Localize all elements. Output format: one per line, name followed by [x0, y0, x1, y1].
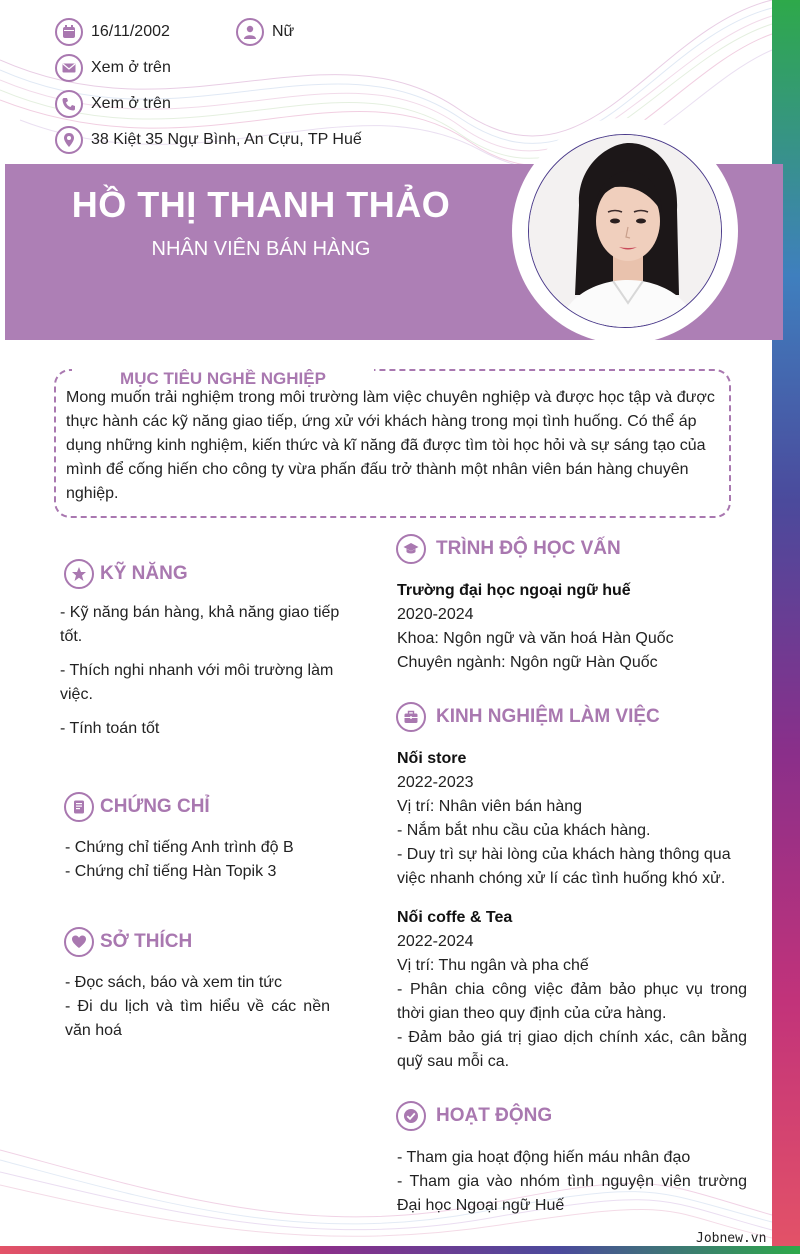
candidate-name: HỒ THỊ THANH THẢO: [71, 184, 451, 225]
certificates-section-title: [64, 792, 210, 822]
job-role: Vị trí: Thu ngân và pha chế: [397, 957, 589, 974]
skills-section-title: [64, 559, 188, 589]
activities-title: HOẠT ĐỘNG: [436, 1105, 553, 1126]
star-icon: [64, 559, 94, 589]
skill-item: - Tính toán tốt: [60, 720, 160, 737]
job-company: Nối store: [397, 750, 467, 767]
certificate-item: - Chứng chỉ tiếng Hàn Topik 3: [65, 863, 277, 880]
contact-address: [55, 126, 362, 154]
job-duty: - Nắm bắt nhu cầu của khách hàng.: [397, 822, 651, 839]
person-icon: [236, 18, 264, 46]
hobby-item: - Đi du lịch và tìm hiểu về các nền văn hoá: [65, 998, 330, 1039]
job-duty: - Phân chia công việc đảm bảo phục vụ trong thời gian theo quy định của cửa hàng.: [397, 981, 747, 1022]
education-years: 2020-2024: [397, 606, 474, 623]
job-years: 2022-2024: [397, 933, 474, 950]
hobbies-section-title: [64, 927, 192, 957]
check-icon: [396, 1101, 426, 1131]
job-duty: - Đảm bảo giá trị giao dịch chính xác, cân bằng quỹ sau mỗi ca.: [397, 1029, 747, 1070]
skill-item: - Kỹ năng bán hàng, khả năng giao tiếp tốt.: [60, 604, 340, 645]
mail-icon: [55, 54, 83, 82]
email-text: Xem ở trên: [91, 59, 171, 76]
hobbies-title: SỞ THÍCH: [100, 931, 193, 952]
bottom-color-stripe: [0, 1246, 800, 1254]
job-role: Vị trí: Nhân viên bán hàng: [397, 798, 583, 815]
phone-text: Xem ở trên: [91, 95, 171, 112]
contact-phone: [55, 90, 171, 118]
contact-email: [55, 54, 171, 82]
education-major: Chuyên ngành: Ngôn ngữ Hàn Quốc: [397, 654, 658, 671]
experience-title: KINH NGHIỆM LÀM VIỆC: [436, 706, 660, 727]
skills-title: KỸ NĂNG: [100, 563, 188, 584]
heart-icon: [64, 927, 94, 957]
address-text: 38 Kiệt 35 Ngự Bình, An Cựu, TP Huế: [91, 131, 362, 148]
objective-title: MỤC TIÊU NGHỀ NGHIỆP: [120, 369, 326, 388]
dob-text: 16/11/2002: [91, 23, 170, 40]
activity-item: - Tham gia hoạt động hiến máu nhân đạo: [397, 1149, 691, 1166]
footer-brand: Jobnew.vn: [696, 1231, 767, 1246]
activity-item: - Tham gia vào nhóm tình nguyện viên trường Đại học Ngoại ngữ Huế: [397, 1173, 747, 1214]
hobby-item: - Đọc sách, báo và xem tin tức: [65, 974, 283, 991]
experience-section-title: [396, 702, 660, 732]
activities-section-title: [396, 1101, 552, 1131]
contact-gender: [236, 18, 294, 46]
calendar-icon: [55, 18, 83, 46]
candidate-position: NHÂN VIÊN BÁN HÀNG: [151, 238, 371, 260]
job-company: Nối coffe & Tea: [397, 909, 513, 926]
certificate-item: - Chứng chỉ tiếng Anh trình độ B: [65, 839, 294, 856]
objective-text: Mong muốn trải nghiệm trong môi trường làm việc chuyên nghiệp và được học tập và được thực hành các kỹ năng giao tiếp, ứng xử với khách hàng trong mọi tình huống. Có thể áp dụng những kinh nghiệm, kiến thức và kĩ năng đã được tìm tòi học hỏi và sự sáng tạo của mình để cống hiến cho công ty vừa phấn đấu trở thành một nhân viên bán hàng chuyên nghiệp.: [66, 389, 715, 502]
certificate-icon: [64, 792, 94, 822]
contact-dob: [55, 18, 170, 46]
education-school: Trường đại học ngoại ngữ huế: [397, 582, 631, 599]
gender-text: Nữ: [272, 23, 295, 40]
education-section-title: [396, 534, 621, 564]
avatar: [528, 134, 722, 328]
skill-item: - Thích nghi nhanh với môi trường làm việc.: [60, 662, 334, 703]
phone-icon: [55, 90, 83, 118]
certificates-title: CHỨNG CHỈ: [100, 796, 210, 817]
education-faculty: Khoa: Ngôn ngữ và văn hoá Hàn Quốc: [397, 630, 674, 647]
location-icon: [55, 126, 83, 154]
graduation-cap-icon: [396, 534, 426, 564]
job-duty: - Duy trì sự hài lòng của khách hàng thông qua việc nhanh chóng xử lí các tình huống khó xử.: [397, 846, 731, 887]
education-title: TRÌNH ĐỘ HỌC VẤN: [436, 538, 621, 559]
briefcase-icon: [396, 702, 426, 732]
job-years: 2022-2023: [397, 774, 474, 791]
